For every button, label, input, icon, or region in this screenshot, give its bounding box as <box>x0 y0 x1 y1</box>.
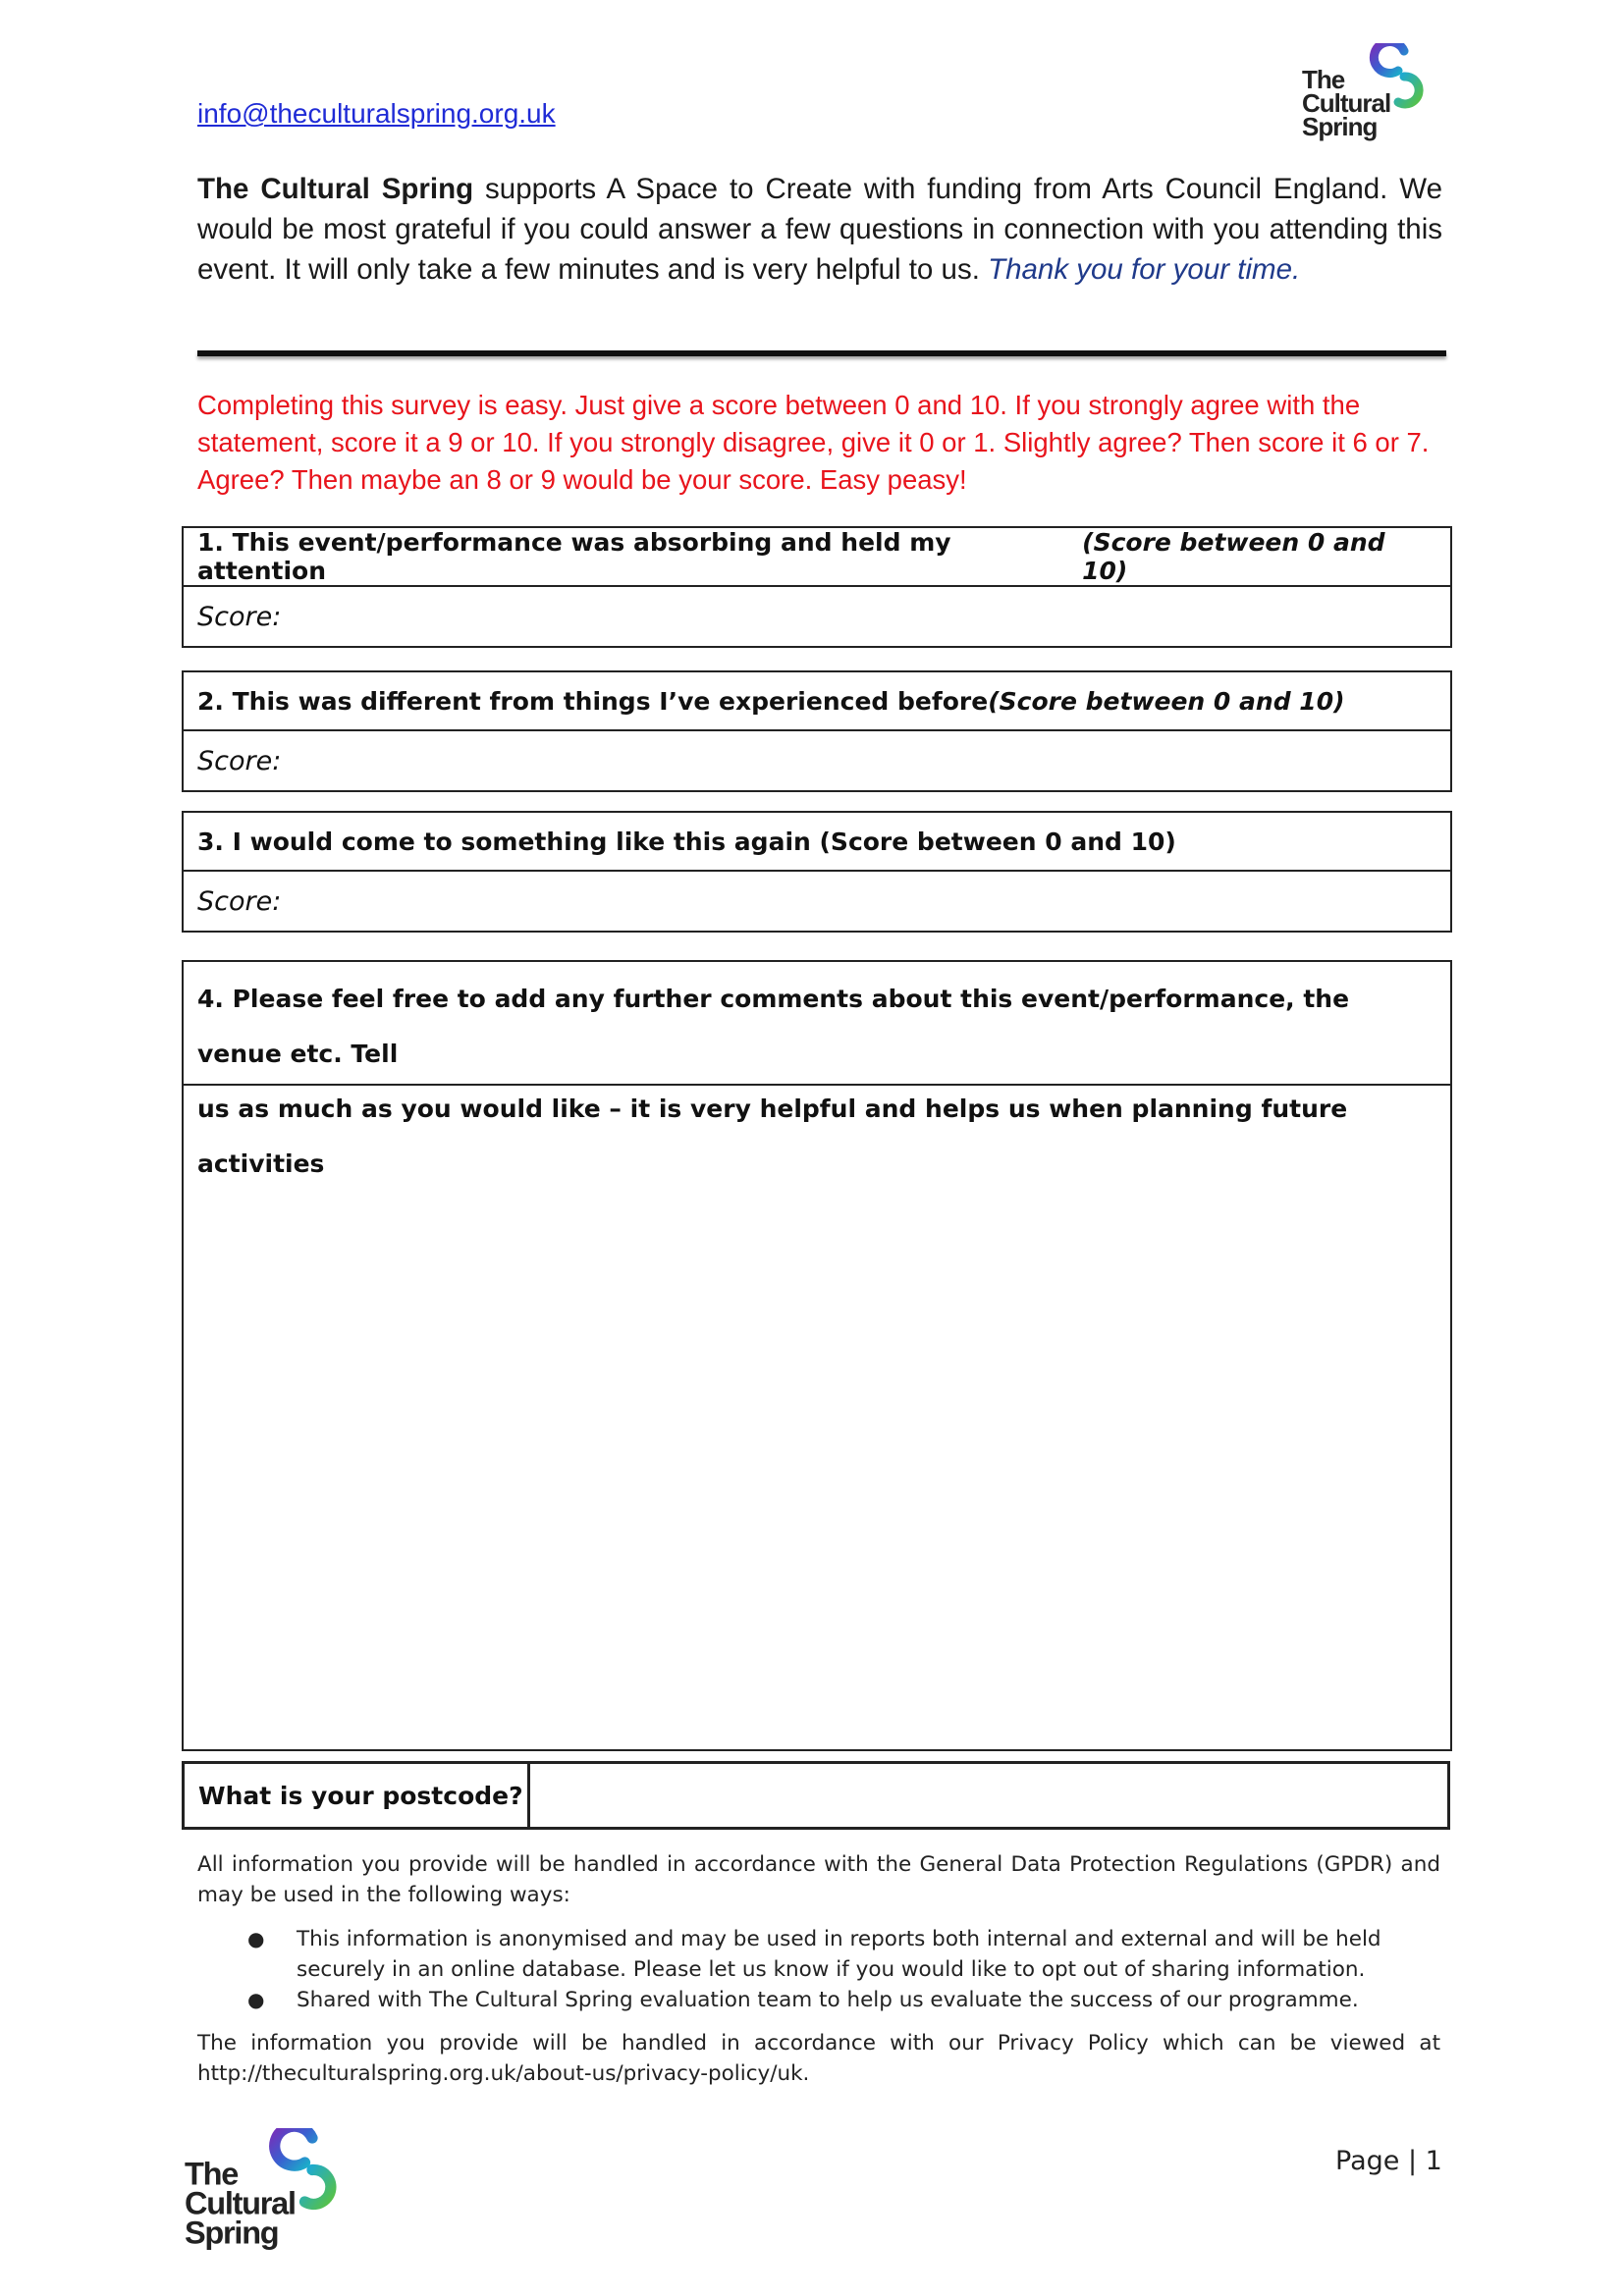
question-1-score-field[interactable] <box>184 587 1450 646</box>
postcode-row <box>182 1761 1450 1830</box>
svg-text:Cultural: Cultural <box>185 2185 296 2221</box>
question-text: 1. This event/performance was absorbing and held my attention <box>197 528 951 585</box>
score-label: Score: <box>197 745 282 776</box>
question-3-heading <box>184 813 1450 872</box>
survey-instructions: Completing this survey is easy. Just give a score between 0 and 10. If you strongly agree with the statement, score it a 9 or 10. If you strongly disagree, give it 0 or 1. Slightly agree? Then score it 6 or 7. Agree? Then maybe an 8 or 9 would be your score. Easy peasy! <box>197 390 1430 495</box>
org-name: The Cultural Spring <box>197 173 474 205</box>
question-hint: (Score between 0 and 10) <box>1082 528 1385 585</box>
question-1-box <box>182 526 1452 648</box>
question-4-heading <box>184 962 1450 1178</box>
question-2-box <box>182 670 1452 792</box>
score-label: Score: <box>197 601 282 632</box>
thanks-text: Thank you for your time. <box>988 253 1301 286</box>
bullet-icon: ● <box>247 1988 265 2011</box>
divider <box>197 350 1446 356</box>
question-text: 2. This was different from things I’ve experienced before <box>197 686 989 716</box>
postcode-input[interactable] <box>530 1764 1447 1827</box>
intro-paragraph <box>197 169 1442 290</box>
question-3-box <box>182 811 1452 933</box>
score-label: Score: <box>197 885 282 917</box>
email-link[interactable]: info@theculturalspring.org.uk <box>197 98 556 129</box>
postcode-label: What is your postcode? <box>185 1764 530 1827</box>
gdpr-intro: All information you provide will be handled in accordance with the General Data Protection Regulations (GPDR) and may be used in the following ways: <box>197 1852 1440 1907</box>
question-2-heading <box>184 672 1450 731</box>
svg-text:The: The <box>1302 65 1345 94</box>
privacy-statement: The information you provide will be handled in accordance with our Privacy Policy which can be viewed at http://theculturalspring.org.uk/about-us/privacy-policy/uk. <box>197 2031 1440 2086</box>
cultural-spring-logo-footer <box>185 2128 356 2256</box>
question-text: 3. I would come to something like this again (Score between 0 and 10) <box>197 827 1176 856</box>
question-1-heading <box>184 528 1450 587</box>
svg-text:Spring: Spring <box>1302 112 1378 141</box>
question-4-line1: 4. Please feel free to add any further comments about this event/performance, the venue etc. Tell <box>197 985 1350 1068</box>
svg-text:Spring: Spring <box>185 2215 279 2251</box>
comments-field[interactable] <box>184 1086 1450 1749</box>
question-4-line2: us as much as you would like – it is very helpful and helps us when planning future activities <box>197 1095 1348 1178</box>
question-2-score-field[interactable] <box>184 731 1450 790</box>
list-item: ● This information is anonymised and may be used in reports both internal and external and will be held securely in an online database. Please let us know if you would like to opt out of sharing information. <box>236 1924 1443 1985</box>
question-3-score-field[interactable] <box>184 872 1450 931</box>
svg-text:Cultural: Cultural <box>1302 88 1391 118</box>
list-item: ● Shared with The Cultural Spring evaluation team to help us evaluate the success of our programme. <box>236 1985 1443 2015</box>
bullet-icon: ● <box>247 1927 265 1950</box>
gdpr-bullets <box>236 1924 1443 2015</box>
intro-text: supports A Space to Create with funding from Arts Council England. We would be most grateful if you could answer a few questions in connection with you attending this event. It will only take a few minutes and is very helpful to us. <box>197 173 1442 286</box>
svg-text:The: The <box>185 2156 239 2192</box>
question-4-box <box>182 960 1452 1751</box>
page-number: Page | 1 <box>1335 2146 1442 2176</box>
cultural-spring-logo <box>1302 43 1439 145</box>
question-hint: (Score between 0 and 10) <box>988 686 1345 716</box>
